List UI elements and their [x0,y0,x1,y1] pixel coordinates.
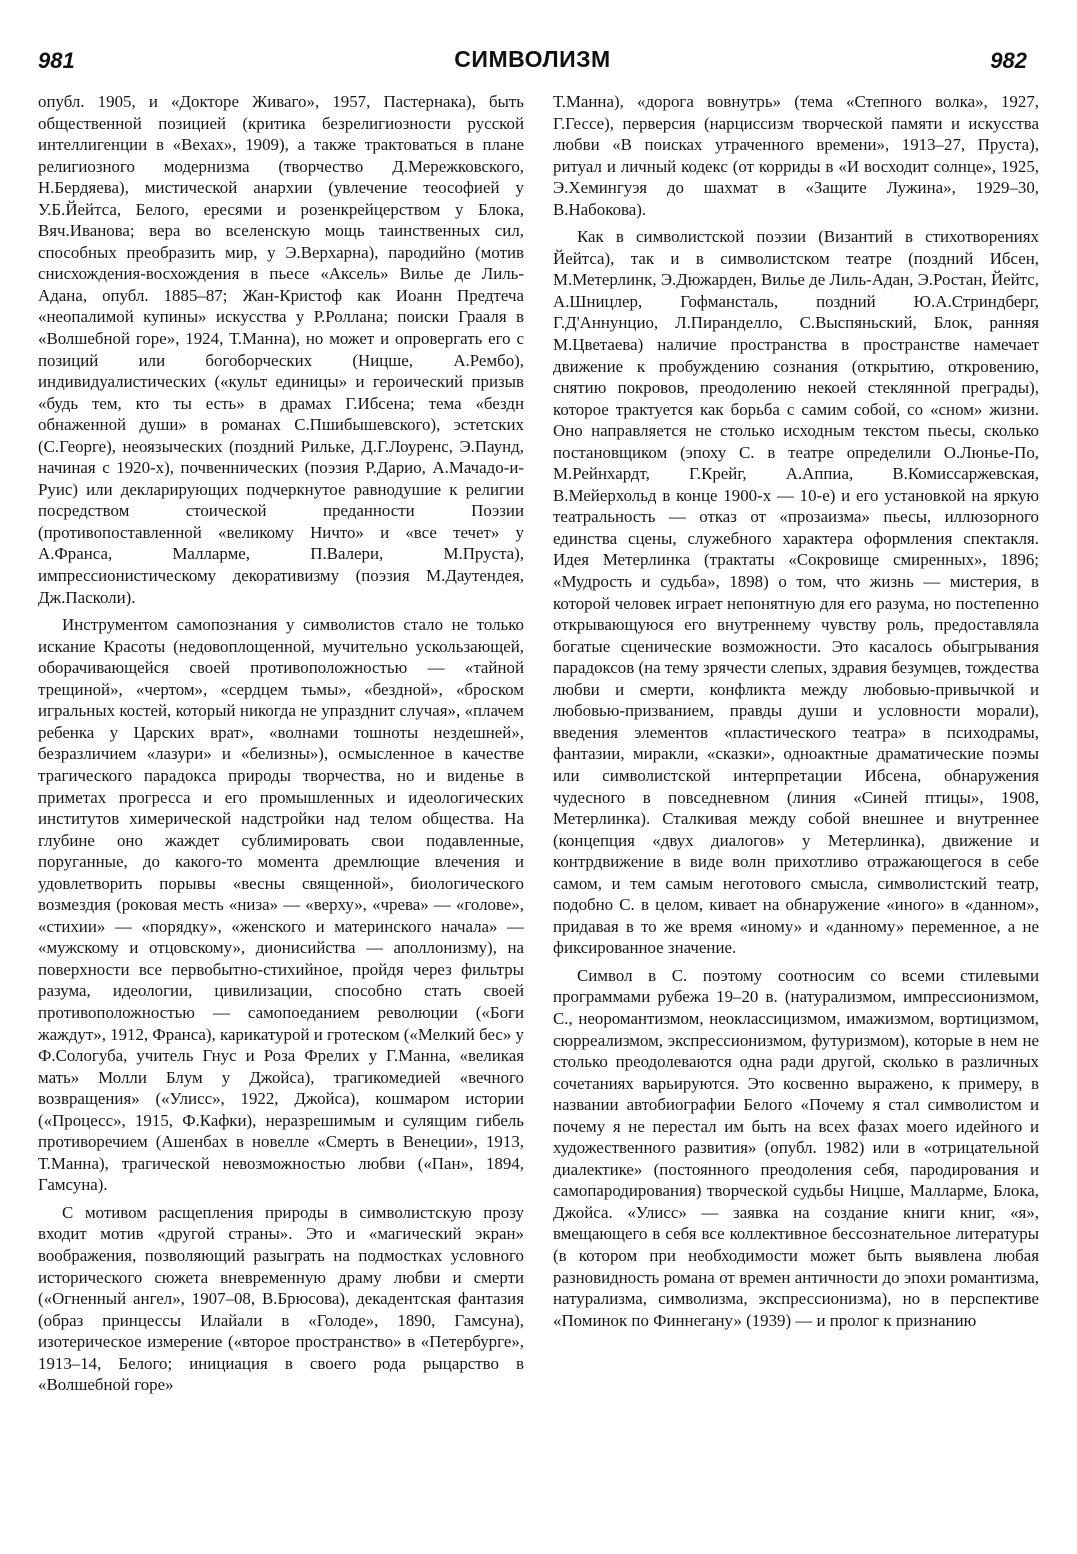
left-column [38,91,524,1396]
paragraph: Т.Манна), «дорога вовнутрь» (тема «Степного волка», 1927, Г.Гессе), перверсия (нарциссизм творческой памяти и искусства любви «В поисках утраченного времени», 1913–27, Пруста), ритуал и личный кодекс (от корриды в «И восходит солнце», 1925, Э.Хемингуэя до шахмат в «Защите Лужина», 1929–30, В.Набокова). [553,92,1039,219]
paragraph: Инструментом самопознания у символистов стало не только искание Красоты (недовоплощенной, мучительно ускользающей, оборачивающейся своей противоположностью — «тайной трещиной», «чертом», «сердцем тьмы», «бездной», «броском игральных костей, который никогда не упразднит случая», «плачем ребенка у Царских врат», «волнами тошноты нездешней», безразличием «лазури» и «белизны»), осмысленное в качестве трагического парадокса природы творчества, но и виденье в приметах прогресса и его промышленных и идеологических институтов химерической надстройки над телом общества. На глубине оно жаждет сублимировать свои подавленные, поруганные, до какого-то момента дремлющие влечения и удовлетворить порывы «весны священной», биологического возмездия (роковая месть «низа» — «верху», «чрева» — «голове», «стихии» — «порядку», «женского и материнского начала» — «мужскому и отцовскому», дионисийства — аполлонизму), на поверхности все первобытно-стихийное, пройдя через фильтры разума, идеологии, цивилизации, способно стать своей противоположностью — самопоеданием революции («Боги жаждут», 1912, Франса), карикатурой и гротеском («Мелкий бес» у Ф.Сологуба, учитель Гнус и Роза Фрелих у Г.Манна, «великая мать» Молли Блум у Джойса), трагикомедией «вечного возвращения» («Улисс», 1922, Джойса), кошмаром истории («Процесс», 1915, Ф.Кафки), неразрешимым и сулящим гибель противоречием (Ашенбах в новелле «Смерть в Венеции», 1913, Т.Манна), трагической невозможностью любви («Пан», 1894, Гамсуна). [38,615,524,1195]
page-number-right: 982 [990,48,1027,73]
paragraph: С мотивом расщепления природы в символистскую прозу входит мотив «другой страны». Это и «магический экран» воображения, позволяющий разыграть на подмостках условного исторического сюжета вневременную драму любви и смерти («Огненный ангел», 1907–08, В.Брюсова), декадентская фантазия (образ принцессы Илайали в «Голоде», 1890, Гамсуна), изотерическое измерение («второе пространство» в «Петербурге», 1913–14, Белого; инициация в своего рода рыцарство в «Волшебной горе» [38,1202,524,1395]
page-title: СИМВОЛИЗМ [454,46,611,72]
paragraph: Символ в С. поэтому соотносим со всеми стилевыми программами рубежа 19–20 в. (натурализмом, импрессионизмом, С., неоромантизмом, неоклассицизмом, имажизмом, вортицизмом, сюрреализмом, экспрессионизмом, футуризмом), которые в нем не столько преодолеваются одна ради другой, сколько в различных сочетаниях варьируются. Это косвенно выражено, к примеру, в названии автобиографии Белого «Почему я стал символистом и почему я не перестал им быть на всех фазах моего идейного и художественного развития» (опубл. 1982) или в «отрицательной диалектике» (постоянного преодоления себя, пародирования и самопародирования) творческой судьбы Ницше, Малларме, Блока, Джойса. «Улисс» — заявка на создание книги книг, «я», вмещающего в себя все коллективное бессознательное литературы (в котором при необходимости может быть выявлена любая разновидность романа от времен античности до эпохи романтизма, натурализма, символизма, экспрессионизма), но в перспективе «Поминок по Финнегану» (1939) — и пролог к признанию [553,965,1039,1330]
paragraph: Как в символистской поэзии (Византий в стихотворениях Йейтса), так и в символистском театре (поздний Ибсен, М.Метерлинк, Э.Дюжарден, Вилье де Лиль-Адан, Э.Ростан, Йейтс, А.Шницлер, Гофмансталь, поздний Ю.А.Стриндберг, Г.Д'Аннунцио, Л.Пиранделло, С.Выспяньский, Блок, ранняя М.Цветаева) наличие пространства в пространстве намечает движение к пробуждению сознания (открытию, откровению, снятию покровов, преодолению некоей стеклянной преграды), которое трактуется как борьба с самим собой, со «сном» жизни. Оно направляется не столько исходным текстом пьесы, сколько постановщиком (эпоху С. в театре определили О.Люнье-По, М.Рейнхардт, Г.Крейг, А.Аппиа, В.Комиссаржевская, В.Мейерхольд в конце 1900-х — 10-е) и его установкой на яркую театральность — отказ от «прозаизма» пьесы, иллюзорного единства сцены, служебного характера оформления спектакля. Идея Метерлинка (трактаты «Сокровище смиренных», 1896; «Мудрость и судьба», 1898) о том, что жизнь — мистерия, в которой человек играет непонятную для его разума, но постепенно открывающуюся его внутреннему чувству роль, предоставляла богатые сценические возможности. Это касалось обыгрывания парадоксов (на тему зрячести слепых, здравия безумцев, тождества любви и смерти, конфликта между любовью-привычкой и любовью-призванием, правды души и условности морали), введения элементов «пластического театра» в психодрамы, фантазии, миракли, «сказки», одноактные драматические поэмы или символистской интерпретации Ибсена, обнаружения чудесного в повседневном (линия «Синей птицы», 1908, Метерлинка). Сталкивая между собой внешнее и внутреннее (концепция «двух диалогов» у Метерлинка), движение и контрдвижение в виде волн прихотливо отражающегося в себе самом, и тем самым неготового смысла, символистский театр, подобно С. в целом, кивает на обнаружение «иного» в «данном», придавая в то же время «иному» и «данному» переменное, а не фиксированное значение. [553,227,1039,958]
page-number-left: 981 [38,48,75,73]
running-header [38,46,1027,82]
paragraph: опубл. 1905, и «Докторе Живаго», 1957, Пастернака), быть общественной позицией (критика безрелигиозности русской интеллигенции в «Вехах», 1909), а также трактоваться в плане религиозного модернизма (творчество Д.Мережковского, Н.Бердяева), мистической анархии (увлечение теософией у У.Б.Йейтса, Белого, ересями и розенкрейцерством у Блока, Вяч.Иванова; вера во вселенскую мощь таинственных сил, способных преобразить мир, у Э.Верхарна), пародийно (мотив снисхождения-восхождения в пьесе «Аксель» Вилье де Лиль-Адана, опубл. 1885–87; Жан-Кристоф как Иоанн Предтеча «неопалимой купины» искусства у Р.Роллана; поиски Грааля в «Волшебной горе», 1924, Т.Манна), но может и опровергать его с позиций или богоборческих (Ницше, А.Рембо), индивидуалистических («культ единицы» и героический призыв «будь тем, кто ты есть» в драмах Г.Ибсена; тема «бездн обнаженной души» в романах С.Пшибышевского), эстетских (С.Георге), неоязыческих (поздний Рильке, Д.Г.Лоуренс, Э.Паунд, начиная с 1920-х), почвеннических (поэзия Р.Дарио, А.Мачадо-и-Руис) или декларирующих подчеркнутое равнодушие к религии посредством стоической преданности Поэзии (противопоставленной «великому Ничто» и «все течет» у А.Франса, Малларме, П.Валери, М.Пруста), импрессионистическому декоративизму (поэзия М.Даутендея, Дж.Пасколи). [38,92,524,607]
right-column [553,91,1039,1331]
